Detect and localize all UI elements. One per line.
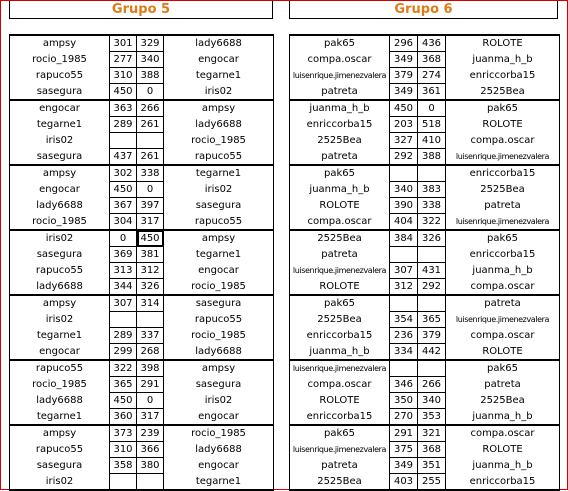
match-row bbox=[10, 230, 274, 247]
home-player-cell[interactable]: lady6688 bbox=[10, 198, 110, 214]
home-player-cell[interactable]: enriccorba15 bbox=[290, 117, 390, 133]
match-row bbox=[10, 344, 274, 361]
away-player-cell[interactable]: compa.oscar bbox=[446, 279, 560, 296]
away-player-cell[interactable]: rocio_1985 bbox=[164, 328, 274, 344]
away-score-cell[interactable]: 291 bbox=[137, 377, 164, 393]
match-row bbox=[290, 133, 560, 149]
home-score-cell[interactable]: 0 bbox=[110, 230, 137, 247]
away-score-cell[interactable]: 450 bbox=[137, 230, 164, 247]
away-score-cell[interactable] bbox=[418, 295, 446, 312]
away-score-cell[interactable]: 317 bbox=[137, 409, 164, 426]
away-player-cell[interactable]: compa.oscar bbox=[446, 425, 560, 442]
home-score-cell[interactable]: 340 bbox=[390, 182, 418, 198]
home-score-cell[interactable] bbox=[390, 247, 418, 263]
away-score-cell[interactable]: 361 bbox=[418, 84, 446, 101]
home-score-cell[interactable]: 307 bbox=[110, 295, 137, 312]
away-score-cell[interactable]: 239 bbox=[137, 425, 164, 442]
home-score-cell[interactable]: 404 bbox=[390, 214, 418, 231]
home-score-cell[interactable]: 296 bbox=[390, 35, 418, 52]
away-player-cell[interactable]: patreta bbox=[446, 295, 560, 312]
home-score-cell[interactable]: 236 bbox=[390, 328, 418, 344]
away-player-cell[interactable]: tegarne1 bbox=[164, 247, 274, 263]
match-row bbox=[10, 263, 274, 279]
home-score-cell[interactable] bbox=[110, 474, 137, 491]
match-row bbox=[290, 100, 560, 117]
away-player-cell[interactable]: ampsy bbox=[164, 100, 274, 117]
home-score-cell[interactable]: 344 bbox=[110, 279, 137, 296]
match-row bbox=[10, 474, 274, 491]
match-row bbox=[10, 425, 274, 442]
away-score-cell[interactable]: 0 bbox=[137, 84, 164, 101]
away-score-cell[interactable] bbox=[418, 165, 446, 182]
home-score-cell[interactable] bbox=[390, 295, 418, 312]
home-player-cell[interactable]: engocar bbox=[10, 344, 110, 361]
match-row bbox=[290, 182, 560, 198]
home-player-cell[interactable]: ROLOTE bbox=[290, 198, 390, 214]
match-row bbox=[290, 35, 560, 52]
away-score-cell[interactable]: 388 bbox=[418, 149, 446, 166]
home-player-cell[interactable]: luisenrique.jimenezvalera bbox=[290, 360, 390, 377]
away-score-cell[interactable] bbox=[137, 474, 164, 491]
home-player-cell[interactable]: engocar bbox=[10, 100, 110, 117]
match-row bbox=[10, 35, 274, 52]
away-player-cell[interactable]: ROLOTE bbox=[446, 344, 560, 361]
away-player-cell[interactable]: luisenrique.jimenezvalera bbox=[446, 214, 560, 231]
home-score-cell[interactable] bbox=[390, 360, 418, 377]
home-player-cell[interactable]: rocio_1985 bbox=[10, 52, 110, 68]
home-player-cell[interactable]: sasegura bbox=[10, 458, 110, 474]
match-row bbox=[290, 393, 560, 409]
match-row bbox=[10, 165, 274, 182]
home-score-cell[interactable]: 310 bbox=[110, 442, 137, 458]
home-score-cell[interactable]: 349 bbox=[390, 52, 418, 68]
away-player-cell[interactable]: pak65 bbox=[446, 230, 560, 247]
home-player-cell[interactable]: ROLOTE bbox=[290, 393, 390, 409]
match-row bbox=[290, 425, 560, 442]
match-row bbox=[10, 328, 274, 344]
home-score-cell[interactable]: 363 bbox=[110, 100, 137, 117]
home-player-cell[interactable]: pak65 bbox=[290, 295, 390, 312]
home-score-cell[interactable]: 403 bbox=[390, 474, 418, 491]
home-score-cell[interactable]: 450 bbox=[110, 182, 137, 198]
home-player-cell[interactable]: patreta bbox=[290, 458, 390, 474]
home-score-cell[interactable] bbox=[110, 312, 137, 328]
home-score-cell[interactable]: 350 bbox=[390, 393, 418, 409]
home-score-cell[interactable]: 367 bbox=[110, 198, 137, 214]
away-score-cell[interactable]: 322 bbox=[418, 214, 446, 231]
match-row bbox=[10, 117, 274, 133]
away-player-cell[interactable]: enriccorba15 bbox=[446, 165, 560, 182]
home-score-cell[interactable]: 346 bbox=[390, 377, 418, 393]
home-player-cell[interactable]: 2525Bea bbox=[290, 230, 390, 247]
home-player-cell[interactable]: 2525Bea bbox=[290, 133, 390, 149]
match-row bbox=[10, 100, 274, 117]
away-score-cell[interactable]: 365 bbox=[418, 312, 446, 328]
home-player-cell[interactable]: lady6688 bbox=[10, 279, 110, 296]
group-5-schedule-table bbox=[9, 34, 274, 491]
home-player-cell[interactable]: iris02 bbox=[10, 230, 110, 247]
match-row bbox=[290, 84, 560, 101]
away-score-cell[interactable]: 0 bbox=[137, 182, 164, 198]
away-score-cell[interactable]: 383 bbox=[418, 182, 446, 198]
away-score-cell[interactable]: 314 bbox=[137, 295, 164, 312]
away-score-cell[interactable] bbox=[137, 133, 164, 149]
match-row bbox=[290, 214, 560, 231]
home-score-cell[interactable]: 312 bbox=[390, 279, 418, 296]
home-score-cell[interactable]: 313 bbox=[110, 263, 137, 279]
home-player-cell[interactable]: rapuco55 bbox=[10, 360, 110, 377]
away-player-cell[interactable]: luisenrique.jimenezvalera bbox=[446, 149, 560, 166]
home-player-cell[interactable]: iris02 bbox=[10, 474, 110, 491]
away-score-cell[interactable]: 274 bbox=[418, 68, 446, 84]
away-player-cell[interactable]: lady6688 bbox=[164, 117, 274, 133]
home-player-cell[interactable]: rocio_1985 bbox=[10, 377, 110, 393]
home-score-cell[interactable]: 203 bbox=[390, 117, 418, 133]
home-score-cell[interactable]: 349 bbox=[390, 84, 418, 101]
home-score-cell[interactable]: 450 bbox=[390, 100, 418, 117]
home-score-cell[interactable]: 369 bbox=[110, 247, 137, 263]
away-player-cell[interactable]: 2525Bea bbox=[446, 182, 560, 198]
away-player-cell[interactable]: compa.oscar bbox=[446, 133, 560, 149]
home-score-cell[interactable]: 302 bbox=[110, 165, 137, 182]
away-player-cell[interactable]: engocar bbox=[164, 263, 274, 279]
away-score-cell[interactable]: 326 bbox=[418, 230, 446, 247]
away-player-cell[interactable]: rocio_1985 bbox=[164, 279, 274, 296]
home-player-cell[interactable]: patreta bbox=[290, 149, 390, 166]
home-score-cell[interactable]: 390 bbox=[390, 198, 418, 214]
match-row bbox=[290, 68, 560, 84]
away-player-cell[interactable]: tegarne1 bbox=[164, 68, 274, 84]
match-row bbox=[10, 360, 274, 377]
away-player-cell[interactable]: patreta bbox=[446, 198, 560, 214]
group-6-header bbox=[289, 1, 558, 19]
away-player-cell[interactable]: ampsy bbox=[164, 230, 274, 247]
away-player-cell[interactable]: ROLOTE bbox=[446, 117, 560, 133]
home-player-cell[interactable]: pak65 bbox=[290, 425, 390, 442]
home-score-cell[interactable]: 437 bbox=[110, 149, 137, 166]
match-row bbox=[290, 247, 560, 263]
home-score-cell[interactable]: 360 bbox=[110, 409, 137, 426]
away-player-cell[interactable]: sasegura bbox=[164, 377, 274, 393]
match-row bbox=[10, 377, 274, 393]
home-player-cell[interactable]: rapuco55 bbox=[10, 442, 110, 458]
home-player-cell[interactable]: 2525Bea bbox=[290, 474, 390, 491]
home-player-cell[interactable]: tegarne1 bbox=[10, 328, 110, 344]
match-row bbox=[10, 393, 274, 409]
home-score-cell[interactable]: 450 bbox=[110, 84, 137, 101]
away-score-cell[interactable]: 261 bbox=[137, 149, 164, 166]
match-row bbox=[10, 279, 274, 296]
home-score-cell[interactable]: 375 bbox=[390, 442, 418, 458]
home-player-cell[interactable]: ampsy bbox=[10, 35, 110, 52]
away-score-cell[interactable]: 368 bbox=[418, 442, 446, 458]
away-score-cell[interactable]: 431 bbox=[418, 263, 446, 279]
match-row bbox=[10, 409, 274, 426]
match-row bbox=[10, 68, 274, 84]
away-player-cell[interactable]: juanma_h_b bbox=[446, 52, 560, 68]
home-player-cell[interactable]: sasegura bbox=[10, 149, 110, 166]
away-player-cell[interactable]: tegarne1 bbox=[164, 165, 274, 182]
away-score-cell[interactable]: 380 bbox=[137, 458, 164, 474]
match-row bbox=[290, 52, 560, 68]
away-player-cell[interactable]: iris02 bbox=[164, 393, 274, 409]
away-score-cell[interactable]: 398 bbox=[137, 360, 164, 377]
away-score-cell[interactable]: 397 bbox=[137, 198, 164, 214]
away-score-cell[interactable]: 340 bbox=[418, 393, 446, 409]
home-score-cell[interactable] bbox=[390, 165, 418, 182]
away-score-cell[interactable]: 292 bbox=[418, 279, 446, 296]
home-score-cell[interactable]: 349 bbox=[390, 458, 418, 474]
match-row bbox=[290, 198, 560, 214]
match-row bbox=[10, 52, 274, 68]
home-player-cell[interactable]: tegarne1 bbox=[10, 117, 110, 133]
away-player-cell[interactable]: patreta bbox=[446, 377, 560, 393]
home-player-cell[interactable]: compa.oscar bbox=[290, 214, 390, 231]
away-player-cell[interactable]: enriccorba15 bbox=[446, 247, 560, 263]
home-player-cell[interactable]: ROLOTE bbox=[290, 279, 390, 296]
home-score-cell[interactable]: 304 bbox=[110, 214, 137, 231]
away-player-cell[interactable]: ROLOTE bbox=[446, 35, 560, 52]
home-score-cell[interactable]: 334 bbox=[390, 344, 418, 361]
away-player-cell[interactable]: rapuco55 bbox=[164, 149, 274, 166]
home-player-cell[interactable]: rocio_1985 bbox=[10, 214, 110, 231]
home-player-cell[interactable]: ampsy bbox=[10, 295, 110, 312]
away-player-cell[interactable]: ampsy bbox=[164, 360, 274, 377]
away-player-cell[interactable]: iris02 bbox=[164, 84, 274, 101]
away-score-cell[interactable]: 0 bbox=[137, 393, 164, 409]
match-row bbox=[10, 214, 274, 231]
match-row bbox=[290, 360, 560, 377]
home-score-cell[interactable]: 379 bbox=[390, 68, 418, 84]
match-row bbox=[290, 117, 560, 133]
away-player-cell[interactable]: sasegura bbox=[164, 295, 274, 312]
away-score-cell[interactable]: 518 bbox=[418, 117, 446, 133]
away-player-cell[interactable]: compa.oscar bbox=[446, 328, 560, 344]
match-row bbox=[290, 409, 560, 426]
home-score-cell[interactable]: 310 bbox=[110, 68, 137, 84]
home-score-cell[interactable]: 307 bbox=[390, 263, 418, 279]
home-player-cell[interactable]: juanma_h_b bbox=[290, 182, 390, 198]
away-player-cell[interactable]: 2525Bea bbox=[446, 84, 560, 101]
away-player-cell[interactable]: tegarne1 bbox=[164, 474, 274, 491]
away-score-cell[interactable]: 340 bbox=[137, 52, 164, 68]
away-score-cell[interactable]: 321 bbox=[418, 425, 446, 442]
match-row bbox=[10, 84, 274, 101]
away-player-cell[interactable]: pak65 bbox=[446, 100, 560, 117]
match-row bbox=[290, 263, 560, 279]
away-player-cell[interactable]: enriccorba15 bbox=[446, 68, 560, 84]
away-player-cell[interactable]: lady6688 bbox=[164, 442, 274, 458]
home-player-cell[interactable]: rapuco55 bbox=[10, 68, 110, 84]
away-player-cell[interactable]: rapuco55 bbox=[164, 214, 274, 231]
home-player-cell[interactable]: patreta bbox=[290, 84, 390, 101]
home-score-cell[interactable]: 292 bbox=[390, 149, 418, 166]
away-score-cell[interactable]: 326 bbox=[137, 279, 164, 296]
home-score-cell[interactable]: 301 bbox=[110, 35, 137, 52]
away-score-cell[interactable] bbox=[418, 360, 446, 377]
away-player-cell[interactable]: engocar bbox=[164, 458, 274, 474]
away-player-cell[interactable]: rocio_1985 bbox=[164, 133, 274, 149]
home-player-cell[interactable]: lady6688 bbox=[10, 393, 110, 409]
home-player-cell[interactable]: compa.oscar bbox=[290, 377, 390, 393]
match-row bbox=[290, 279, 560, 296]
home-score-cell[interactable]: 299 bbox=[110, 344, 137, 361]
home-player-cell[interactable]: sasegura bbox=[10, 247, 110, 263]
away-score-cell[interactable]: 268 bbox=[137, 344, 164, 361]
home-player-cell[interactable]: juanma_h_b bbox=[290, 344, 390, 361]
match-row bbox=[10, 149, 274, 166]
away-score-cell[interactable]: 266 bbox=[418, 377, 446, 393]
match-row bbox=[290, 442, 560, 458]
home-score-cell[interactable]: 358 bbox=[110, 458, 137, 474]
away-player-cell[interactable]: juanma_h_b bbox=[446, 458, 560, 474]
home-player-cell[interactable]: juanma_h_b bbox=[290, 100, 390, 117]
home-score-cell[interactable] bbox=[110, 133, 137, 149]
home-player-cell[interactable]: sasegura bbox=[10, 84, 110, 101]
away-score-cell[interactable]: 379 bbox=[418, 328, 446, 344]
home-score-cell[interactable]: 384 bbox=[390, 230, 418, 247]
away-player-cell[interactable]: engocar bbox=[164, 52, 274, 68]
away-score-cell[interactable]: 317 bbox=[137, 214, 164, 231]
away-score-cell[interactable] bbox=[418, 247, 446, 263]
match-row bbox=[10, 312, 274, 328]
home-player-cell[interactable]: ampsy bbox=[10, 165, 110, 182]
home-score-cell[interactable]: 289 bbox=[110, 117, 137, 133]
away-player-cell[interactable]: ROLOTE bbox=[446, 442, 560, 458]
away-player-cell[interactable]: rocio_1985 bbox=[164, 425, 274, 442]
match-row bbox=[10, 182, 274, 198]
away-score-cell[interactable]: 410 bbox=[418, 133, 446, 149]
away-score-cell[interactable]: 368 bbox=[418, 52, 446, 68]
group-6-title: Grupo 6 bbox=[394, 2, 453, 17]
away-player-cell[interactable]: engocar bbox=[164, 409, 274, 426]
group-6-schedule-table bbox=[289, 34, 560, 491]
home-player-cell[interactable]: tegarne1 bbox=[10, 409, 110, 426]
home-player-cell[interactable]: compa.oscar bbox=[290, 52, 390, 68]
away-player-cell[interactable]: lady6688 bbox=[164, 35, 274, 52]
home-score-cell[interactable]: 327 bbox=[390, 133, 418, 149]
match-row bbox=[290, 344, 560, 361]
match-row bbox=[10, 295, 274, 312]
match-row bbox=[10, 198, 274, 214]
away-score-cell[interactable]: 338 bbox=[137, 165, 164, 182]
away-player-cell[interactable]: juanma_h_b bbox=[446, 263, 560, 279]
away-player-cell[interactable]: juanma_h_b bbox=[446, 409, 560, 426]
home-player-cell[interactable]: patreta bbox=[290, 247, 390, 263]
home-player-cell[interactable]: luisenrique.jimenezvalera bbox=[290, 68, 390, 84]
away-score-cell[interactable]: 338 bbox=[418, 198, 446, 214]
home-score-cell[interactable]: 270 bbox=[390, 409, 418, 426]
home-player-cell[interactable]: engocar bbox=[10, 182, 110, 198]
match-row bbox=[290, 312, 560, 328]
home-player-cell[interactable]: pak65 bbox=[290, 35, 390, 52]
away-score-cell[interactable] bbox=[137, 312, 164, 328]
away-score-cell[interactable]: 353 bbox=[418, 409, 446, 426]
away-score-cell[interactable]: 388 bbox=[137, 68, 164, 84]
match-row bbox=[10, 133, 274, 149]
away-player-cell[interactable]: sasegura bbox=[164, 198, 274, 214]
home-player-cell[interactable]: rapuco55 bbox=[10, 263, 110, 279]
away-score-cell[interactable]: 266 bbox=[137, 100, 164, 117]
away-score-cell[interactable]: 366 bbox=[137, 442, 164, 458]
match-row bbox=[290, 474, 560, 491]
match-row bbox=[290, 458, 560, 474]
home-player-cell[interactable]: enriccorba15 bbox=[290, 328, 390, 344]
home-player-cell[interactable]: iris02 bbox=[10, 133, 110, 149]
home-player-cell[interactable]: luisenrique.jimenezvalera bbox=[290, 263, 390, 279]
home-score-cell[interactable]: 373 bbox=[110, 425, 137, 442]
away-player-cell[interactable]: 2525Bea bbox=[446, 393, 560, 409]
away-score-cell[interactable]: 381 bbox=[137, 247, 164, 263]
away-score-cell[interactable]: 351 bbox=[418, 458, 446, 474]
home-score-cell[interactable]: 354 bbox=[390, 312, 418, 328]
match-row bbox=[290, 328, 560, 344]
match-row bbox=[10, 458, 274, 474]
home-score-cell[interactable]: 450 bbox=[110, 393, 137, 409]
away-score-cell[interactable]: 329 bbox=[137, 35, 164, 52]
group-5-header bbox=[9, 1, 273, 19]
away-score-cell[interactable]: 312 bbox=[137, 263, 164, 279]
match-row bbox=[290, 295, 560, 312]
home-score-cell[interactable]: 277 bbox=[110, 52, 137, 68]
home-player-cell[interactable]: iris02 bbox=[10, 312, 110, 328]
away-player-cell[interactable]: luisenrique.jimenezvalera bbox=[446, 312, 560, 328]
away-score-cell[interactable]: 436 bbox=[418, 35, 446, 52]
home-score-cell[interactable]: 365 bbox=[110, 377, 137, 393]
home-player-cell[interactable]: enriccorba15 bbox=[290, 409, 390, 426]
away-score-cell[interactable]: 0 bbox=[418, 100, 446, 117]
away-player-cell[interactable]: rapuco55 bbox=[164, 312, 274, 328]
match-row bbox=[10, 442, 274, 458]
away-player-cell[interactable]: pak65 bbox=[446, 360, 560, 377]
match-row bbox=[290, 149, 560, 166]
home-player-cell[interactable]: luisenrique.jimenezvalera bbox=[290, 442, 390, 458]
away-score-cell[interactable]: 337 bbox=[137, 328, 164, 344]
home-player-cell[interactable]: pak65 bbox=[290, 165, 390, 182]
home-score-cell[interactable]: 291 bbox=[390, 425, 418, 442]
home-player-cell[interactable]: 2525Bea bbox=[290, 312, 390, 328]
away-score-cell[interactable]: 261 bbox=[137, 117, 164, 133]
group-5-title: Grupo 5 bbox=[111, 2, 171, 17]
home-score-cell[interactable]: 289 bbox=[110, 328, 137, 344]
away-player-cell[interactable]: enriccorba15 bbox=[446, 474, 560, 491]
match-row bbox=[10, 247, 274, 263]
home-player-cell[interactable]: ampsy bbox=[10, 425, 110, 442]
away-player-cell[interactable]: iris02 bbox=[164, 182, 274, 198]
match-row bbox=[290, 165, 560, 182]
match-row bbox=[290, 377, 560, 393]
home-score-cell[interactable]: 322 bbox=[110, 360, 137, 377]
away-score-cell[interactable]: 255 bbox=[418, 474, 446, 491]
away-score-cell[interactable]: 442 bbox=[418, 344, 446, 361]
away-player-cell[interactable]: lady6688 bbox=[164, 344, 274, 361]
match-row bbox=[290, 230, 560, 247]
